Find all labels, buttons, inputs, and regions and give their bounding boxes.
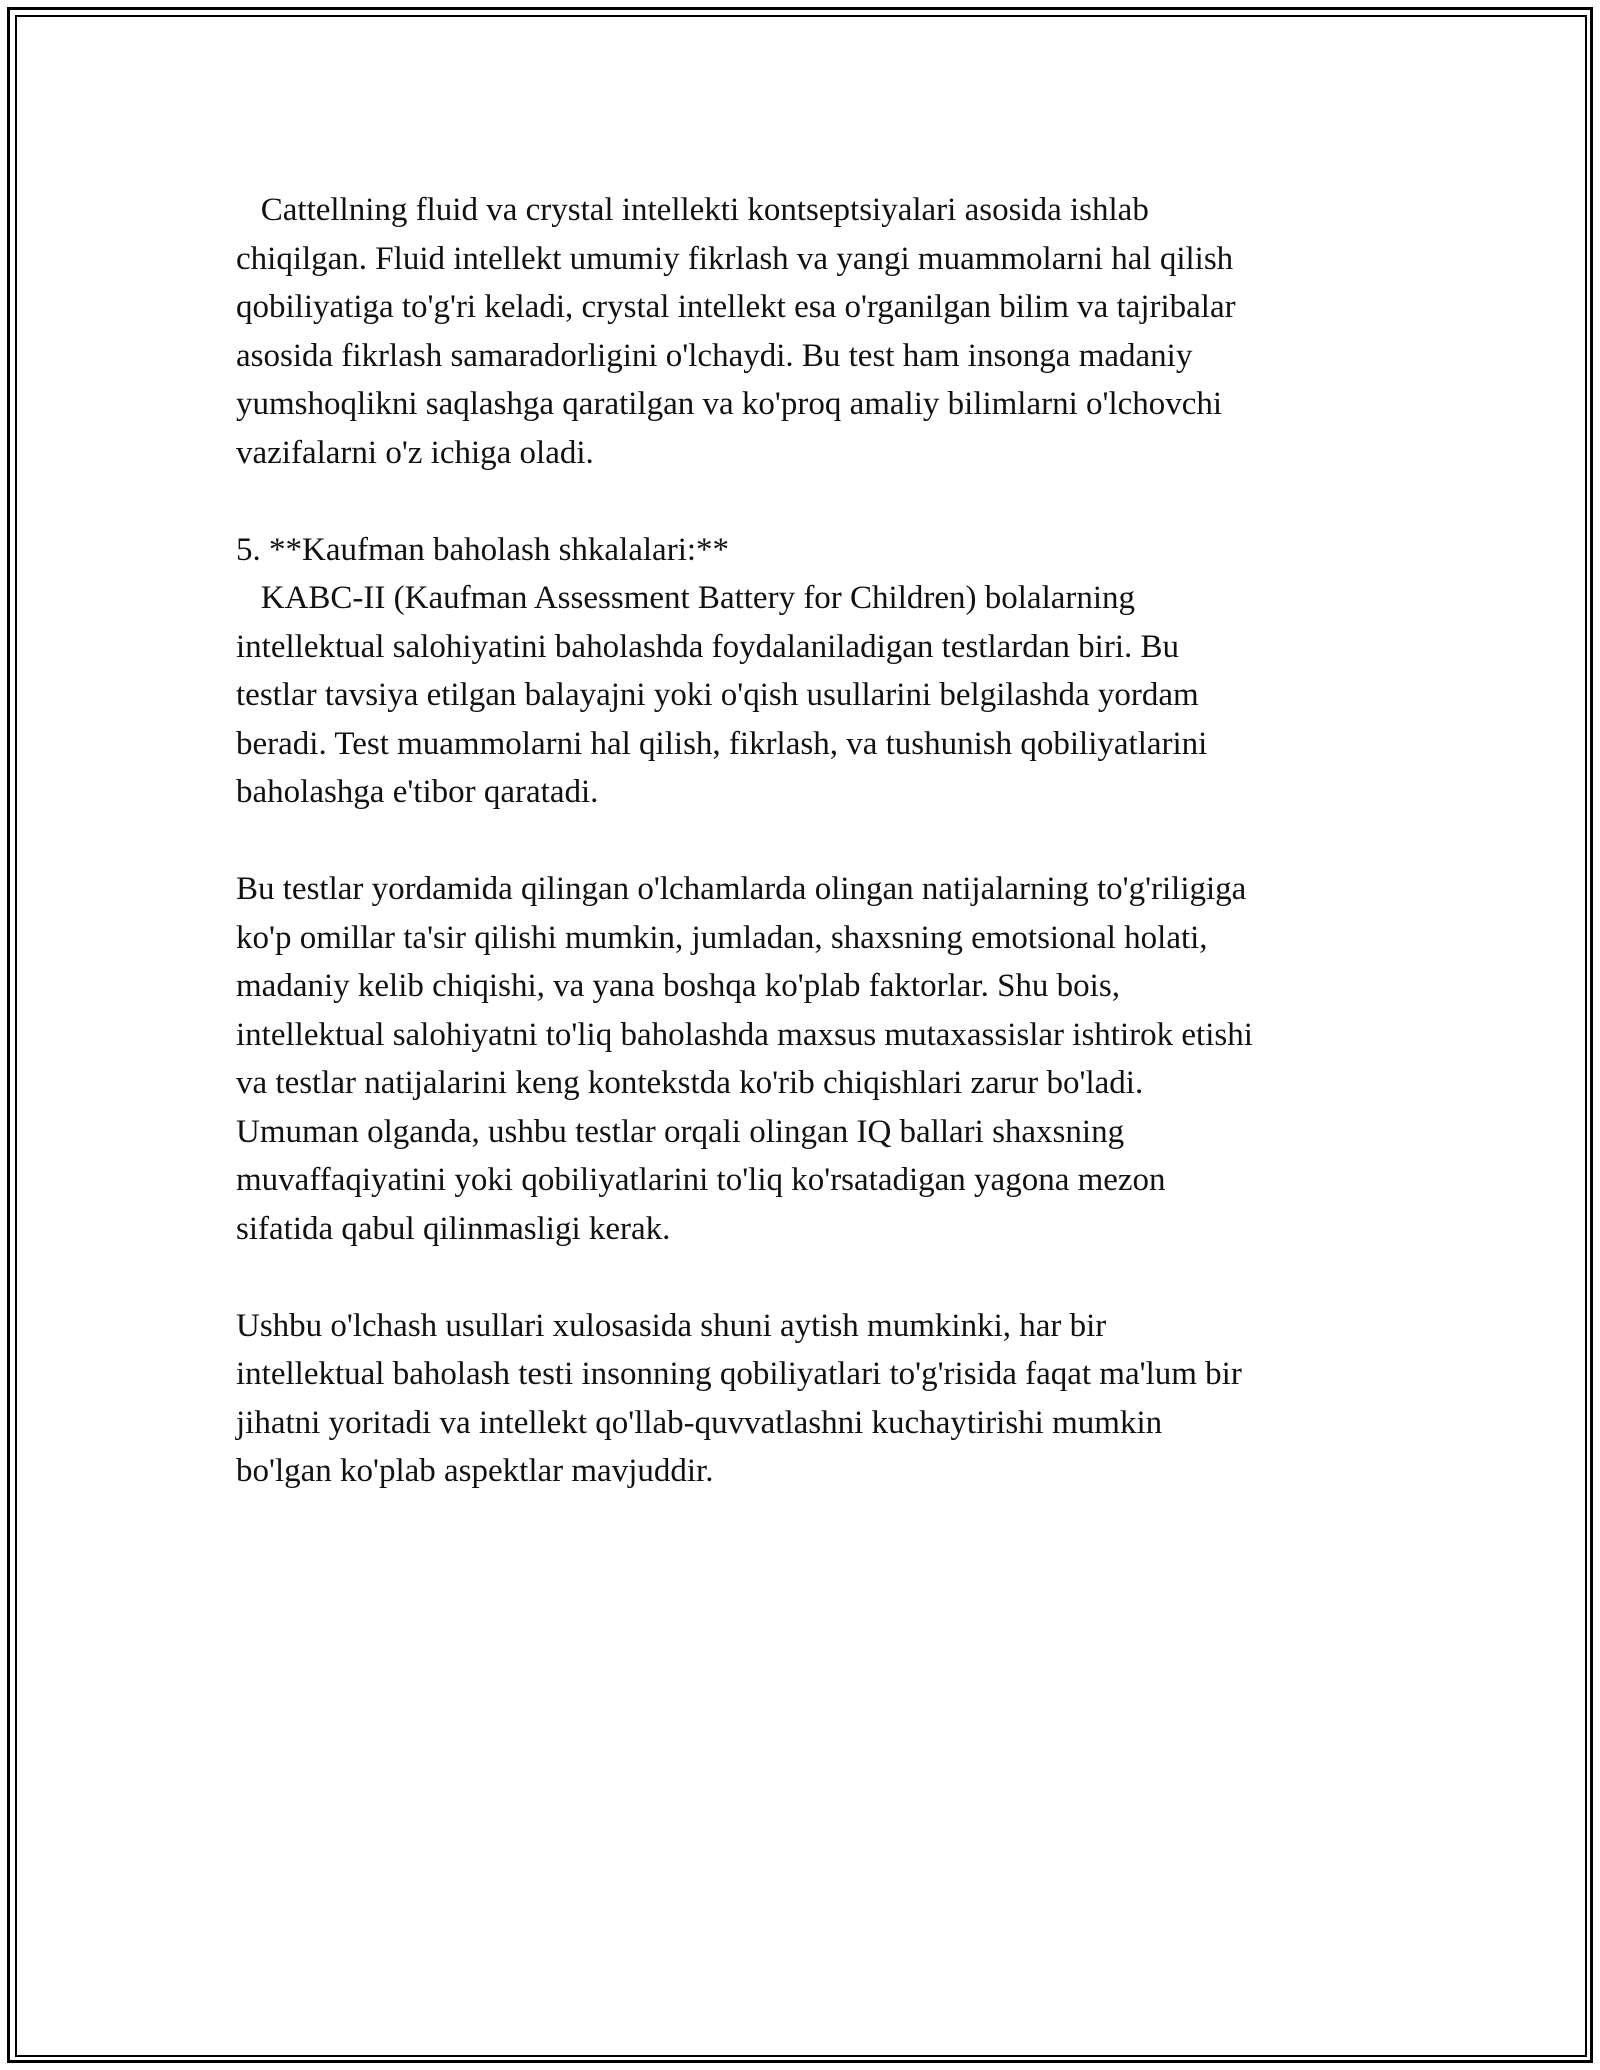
paragraph-fluid-crystal [236,186,1396,477]
section-kaufman [236,526,1396,817]
text-line: testlar tavsiya etilgan balayajni yoki o'qish usullarini belgilashda yordam [236,677,1199,713]
text-line: Umuman olganda, ushbu testlar orqali olingan IQ ballari shaxsning [236,1113,1125,1150]
document-body [236,186,1396,1496]
text-line: va testlar natijalarini keng kontekstda ko'rib chiqishlari zarur bo'ladi. [236,1065,1144,1101]
text-line: ko'p omillar ta'sir qilishi mumkin, jumladan, shaxsning emotsional holati, [236,919,1208,956]
text-line: Cattellning fluid va crystal intellekti kontseptsiyalari asosida ishlab [236,192,1149,228]
text-line: Bu testlar yordamida qilingan o'lchamlarda olingan natijalarning to'g'riligiga [236,871,1247,907]
paragraph-spacer [236,817,1396,866]
text-line: asosida fikrlash samaradorligini o'lchaydi. Bu test ham insonga madaniy [236,337,1193,374]
text-line: chiqilgan. Fluid intellekt umumiy fikrlash va yangi muammolarni hal qilish [236,240,1234,277]
paragraph-test-factors [236,865,1396,1253]
text-line: jihatni yoritadi va intellekt qo'llab-quvvatlashni kuchaytirishi mumkin [236,1404,1163,1441]
text-line: beradi. Test muammolarni hal qilish, fikrlash, va tushunish qobiliyatlarini [236,725,1208,762]
paragraph-spacer [236,1253,1396,1302]
paragraph-spacer [236,477,1396,526]
paragraph-conclusion [236,1302,1396,1496]
text-line: intellektual salohiyatini baholashda foydalaniladigan testlardan biri. Bu [236,628,1179,665]
text-line: yumshoqlikni saqlashga qaratilgan va ko'proq amaliy bilimlarni o'lchovchi [236,386,1223,422]
text-line: vazifalarni o'z ichiga oladi. [236,434,594,471]
text-line: baholashga e'tibor qaratadi. [236,774,599,810]
section-heading: 5. **Kaufman baholash shkalalari:** [236,531,730,568]
text-line: muvaffaqiyatini yoki qobiliyatlarini to'liq ko'rsatadigan yagona mezon [236,1162,1166,1198]
text-line: madaniy kelib chiqishi, va yana boshqa ko'plab faktorlar. Shu bois, [236,968,1120,1004]
text-line: Ushbu o'lchash usullari xulosasida shuni aytish mumkinki, har bir [236,1307,1107,1344]
text-line: KABC-II (Kaufman Assessment Battery for Children) bolalarning [236,580,1136,616]
text-line: intellektual salohiyatni to'liq baholashda maxsus mutaxassislar ishtirok etishi [236,1016,1253,1053]
text-line: qobiliyatiga to'g'ri keladi, crystal intellekt esa o'rganilgan bilim va tajribalar [236,289,1236,325]
text-line: sifatida qabul qilinmasligi kerak. [236,1210,671,1247]
text-line: bo'lgan ko'plab aspektlar mavjuddir. [236,1453,714,1489]
text-line: intellektual baholash testi insonning qobiliyatlari to'g'risida faqat ma'lum bir [236,1356,1242,1392]
